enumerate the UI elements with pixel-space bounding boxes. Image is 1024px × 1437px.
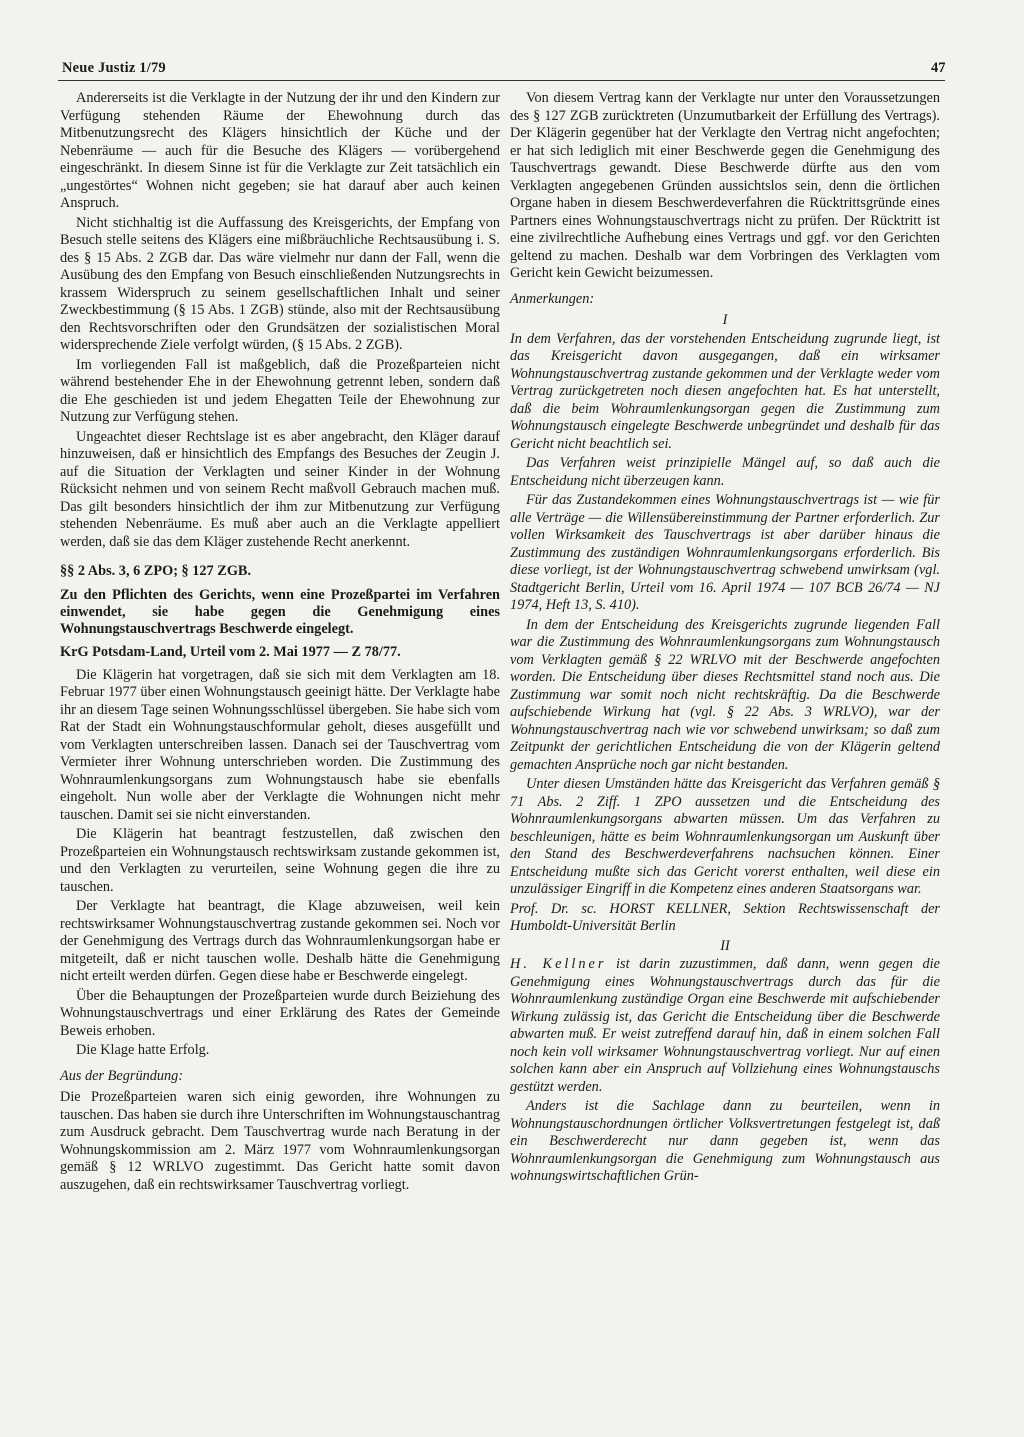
paragraph: Der Verklagte hat beantragt, die Klage abzuweisen, weil kein rechtswirksamer Wohnungstauschvertrag zustande gekommen sei. Noch vor der Genehmigung des Vertrags durch das Wohnraumlenkungsorgan habe er mitgeteilt, daß er nicht tauschen wolle. Deshalb hätte die Genehmigung nicht erteilt werden dürfen. Gegen diese habe er Beschwerde eingelegt. <box>60 898 500 984</box>
paragraph: Ungeachtet dieser Rechtslage ist es aber angebracht, den Kläger darauf hinzuweisen, daß er hinsichtlich des Empfangs des Besuches der Zeugin J. auf die Situation der Verklagten und seiner Kinder in der Wohnung Rücksicht nehmen und von seinem Recht maßvoll Gebrauch machen muß. Das gilt besonders hinsichtlich der ihm zur Mitbenutzung zur Verfügung stehenden Nebenräume. Es muß aber auch an die Verklagte appelliert werden, daß sie das dem Kläger zustehende Recht anerkennt. <box>60 428 500 550</box>
norm-citation: §§ 2 Abs. 3, 6 ZPO; § 127 ZGB. <box>60 563 252 579</box>
annotation-paragraph: Das Verfahren weist prinzipielle Mängel auf, so daß auch die Entscheidung nicht überzeugen kann. <box>510 455 940 489</box>
header-rule <box>58 80 945 81</box>
paragraph: Über die Behauptungen der Prozeßparteien wurde durch Beiziehung des Wohnungstauschvertrags und einer Erklärung des Rates der Gemeinde Beweis erhoben. <box>60 987 500 1039</box>
paragraph: Andererseits ist die Verklagte in der Nutzung der ihr und den Kindern zur Verfügung stehenden Räume der Ehewohnung durch das Mitbenutzungsrecht des Klägers hinsichtlich der Küche und der Nebenräume — auch für die Besuche des Klägers — vorübergehend eingeschränkt. In diesem Sinne ist für die Verklagte zur Zeit tatsächlich ein „ungestörtes“ Wohnen nicht gegeben; sie hat darauf aber auch keinen Anspruch. <box>60 90 500 211</box>
court-citation: KrG Potsdam-Land, Urteil vom 2. Mai 1977 — Z 78/77. <box>60 643 401 660</box>
paragraph: Die Klägerin hat vorgetragen, daß sie sich mit dem Verklagten am 18. Februar 1977 über einen Wohnungstausch geeinigt hätte. Der Verklagte habe ihr an diesem Tage seinen Wohnungsschlüssel übergeben. Sie habe sich vom Rat der Stadt ein Wohnungstauschformular geholt, dieses ausgefüllt und vom Verklagten unterschreiben lassen. Danach sei der Tauschvertrag vom Vermieter ihrer Wohnung unterschrieben worden. Die Zustimmung des Wohnraumlenkungsorgans zum Wohnungstausch habe sie ebenfalls eingeholt. Nun wolle aber der Verklagte die Wohnungen nicht mehr tauschen. Damit sei sie nicht einverstanden. <box>60 666 500 823</box>
author-name: H. Kellner <box>510 956 607 972</box>
paragraph: Im vorliegenden Fall ist maßgeblich, daß die Prozeßparteien nicht während bestehender Ehe in der Ehewohnung getrennt leben, sondern daß die Ehe geschieden ist und jedem Ehegatten Teile der Ehewohnung zur Nutzung zur Verfügung stehen. <box>60 356 500 425</box>
annotation-paragraph: In dem Verfahren, das der vorstehenden Entscheidung zugrunde liegt, ist das Kreisgericht davon ausgegangen, daß ein wirksamer Wohnungstauschvertrag zustande gekommen und der Verklagte weder vom Vertrag zurückgetreten noch diesen angefochten hat. Es hat unterstellt, daß die beim Wohraumlenkungsorgan gegen die Zustimmung zum Wohnungstausch eingelegte Beschwerde unbegründet und deshalb für das Gericht nicht beachtlich sei. <box>510 330 940 452</box>
left-column <box>60 90 500 1196</box>
page-header-journal: Neue Justiz 1/79 <box>62 60 166 76</box>
annotation-paragraph <box>510 956 940 1096</box>
paragraph: Die Klägerin hat beantragt festzustellen, daß zwischen den Prozeßparteien ein Wohnungstausch rechtswirksam zustande gekommen ist, und den Verklagten zu verurteilen, seine Wohnung gegen die ihre zu tauschen. <box>60 826 500 895</box>
paragraph: Von diesem Vertrag kann der Verklagte nur unter den Voraussetzungen des § 127 ZGB zurücktreten (Unzumutbarkeit der Erfüllung des Vertrags). Der Klägerin gegenüber hat der Verklagte den Vertrag nicht angefochten; er hat sich lediglich mit einer Beschwerde gegen die Genehmigung des Tauschvertrags gewandt. Diese Beschwerde dürfte aus den vom Verklagten angegebenen Gründen aussichtslos sein, denn die örtlichen Organe haben in diesem Beschwerdeverfahren die Rücktrittsgründe eines Partners eines Wohnungstauschvertrags nicht zu prüfen. Der Rücktritt ist eine zivilrechtliche Aufhebung eines Vertrags und ggf. vor den Gerichten geltend zu machen. Deshalb war dem Vorbringen des Verklagten vom Gericht kein Gewicht beizumessen. <box>510 90 940 281</box>
notes-heading: Anmerkungen: <box>510 290 595 307</box>
page-number: 47 <box>931 60 946 76</box>
section-numeral: I <box>722 312 728 328</box>
annotation-paragraph: Anders ist die Sachlage dann zu beurteilen, wenn in Wohnungstauschordnungen örtlicher Volksvertretungen festgelegt ist, daß ein Beschwerderecht nur dann gegeben ist, wenn das Wohnraumlenkungsorgan die Genehmigung zum Wohnungstausch aus wohnungswirtschaftlichen Grün- <box>510 1098 940 1184</box>
author-signature: Prof. Dr. sc. HORST KELLNER, Sektion Rechtswissenschaft der Humboldt-Universität Berlin <box>510 900 940 934</box>
annotation-paragraph: Für das Zustandekommen eines Wohnungstauschvertrags ist — wie für alle Verträge — die Willensübereinstimmung der Partner erforderlich. Zur vollen Wirksamkeit des Tauschvertrags ist aber darüber hinaus die Zustimmung des zuständigen Wohnraumlenkungsorgans erforderlich. Bis diese vorliegt, ist der Wohnungstauschvertrag schwebend unwirksam (vgl. Stadtgericht Berlin, Urteil vom 16. April 1974 — 107 BCB 26/74 — NJ 1974, Heft 13, S. 410). <box>510 492 940 613</box>
annotation-text: ist darin zuzustimmen, daß dann, wenn gegen die Genehmigung eines Wohnungstauschvertrags durch das für die Wohnraumlenkung zuständige Organ eine Beschwerde mit aufschiebender Wirkung zulässig ist, das Gericht die Entscheidung über die Beschwerde abwarten muß. Er weist zutreffend darauf hin, daß in einem solchen Fall noch kein voll wirksamer Wohnungstauschvertrag vorliegt. Nur auf einen solchen kann aber ein Anspruch auf Vollziehung eines Wohnungstauschs gestützt werden. <box>510 956 940 1095</box>
paragraph: Die Prozeßparteien waren sich einig geworden, ihre Wohnungen zu tauschen. Das haben sie durch ihre Unterschriften im Wohnungstauschantrag zum Ausdruck gebracht. Dem Tauschvertrag wurde nach Beratung in der Wohnungskommission am 2. März 1977 vom Wohnraumlenkungsorgan gemäß § 12 WRLVO zugestimmt. Das Gericht hatte somit davon auszugehen, daß ein rechtswirksamer Tauschvertrag vorliegt. <box>60 1089 500 1193</box>
headnote: Zu den Pflichten des Gerichts, wenn eine Prozeßpartei im Verfahren einwendet, sie habe gegen die Genehmigung eines Wohnungstauschvertrags Beschwerde eingelegt. <box>60 586 500 637</box>
paragraph: Die Klage hatte Erfolg. <box>76 1042 210 1058</box>
paragraph: Nicht stichhaltig ist die Auffassung des Kreisgerichts, der Empfang von Besuch stelle seitens des Klägers eine mißbräuchliche Rechtsausübung i. S. des § 15 Abs. 2 ZGB dar. Das wäre vielmehr nur dann der Fall, wenn die Ausübung des den Empfang von Besuch einschließenden Nutzungsrechts in krassem Widerspruch zu seinem gesellschaftlichen Inhalt und seiner Zweckbestimmung (§ 15 Abs. 1 ZGB) stünde, also mit der Rechtsausübung den Rechtsvorschriften oder den Grundsätzen der sozialistischen Moral widersprechende Ziele verfolgt würden, (§ 15 Abs. 2 ZGB). <box>60 214 500 353</box>
section-numeral: II <box>720 937 730 954</box>
annotation-paragraph: Unter diesen Umständen hätte das Kreisgericht das Verfahren gemäß § 71 Abs. 2 Ziff. 1 ZPO aussetzen und die Entscheidung des Wohnraumlenkungsorgans abwarten müssen. Um das Verfahren zu beschleunigen, hätte es beim Wohnraumlenkungsorgan um Auskunft über den Stand des Beschwerdeverfahrens nachsuchen können. Einer Entscheidung mußte sich das Gericht vorerst enthalten, weil diese ein unzulässiger Eingriff in die Kompetenz eines anderen Staatsorgans war. <box>510 776 940 897</box>
annotation-paragraph: In dem der Entscheidung des Kreisgerichts zugrunde liegenden Fall war die Zustimmung des Wohnraumlenkungsorgans zum Wohnungstausch vom Verklagten gemäß § 22 WRLVO mit der Beschwerde angefochten worden. Die Entscheidung über dieses Rechtsmittel stand noch aus. Die Zustimmung war somit noch nicht rechtskräftig. Da die Beschwerde aufschiebende Wirkung hat (vgl. § 22 Abs. 3 WRLVO), war der Wohnungstauschvertrag nach wie vor schwebend unwirksam; so daß zum Zeitpunkt der gerichtlichen Entscheidung die von der Klägerin geltend gemachten Ansprüche noch gar nicht bestanden. <box>510 616 940 773</box>
right-column <box>510 90 940 1188</box>
reasons-heading: Aus der Begründung: <box>60 1067 184 1084</box>
